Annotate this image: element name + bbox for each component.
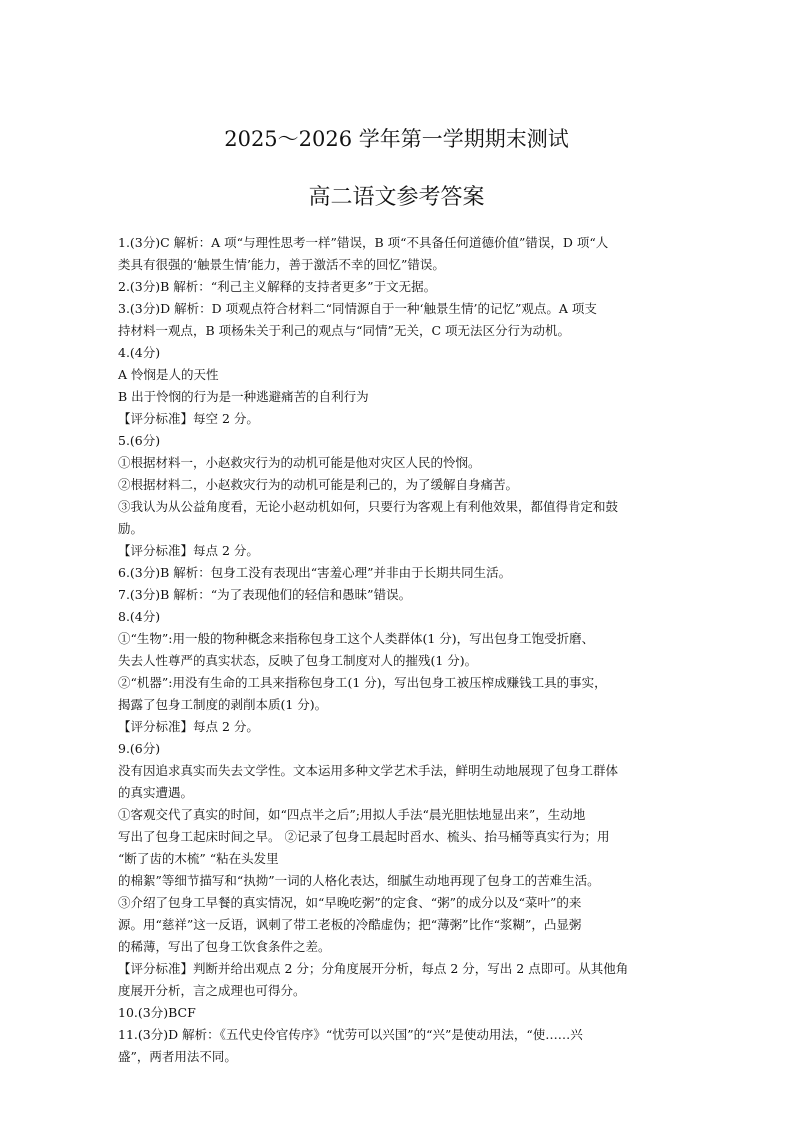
answer-line: 揭露了包身工制度的剥削本质(1 分)。: [118, 697, 328, 712]
answer-line: ②“机器”:用没有生命的工具来指称包身工(1 分)，写出包身工被压榨成赚钱工具的事实，: [118, 675, 607, 690]
answer-line: ②根据材料二，小赵救灾行为的动机可能是利己的，为了缓解自身痛苦。: [118, 477, 519, 492]
answer-line: B 出于怜悯的行为是一种逃避痛苦的自利行为: [118, 389, 369, 404]
answer-line: 8.(4分): [118, 609, 161, 624]
answer-line: 【评分标准】每点 2 分。: [118, 719, 259, 734]
document-title: 2025～2026 学年第一学期期末测试: [224, 127, 569, 151]
answer-line: 励。: [118, 521, 144, 536]
answer-line: 4.(4分): [118, 345, 161, 360]
answer-line: ③介绍了包身工早餐的真实情况，如“早晚吃粥”的定食、“粥”的成分以及“菜叶”的来: [118, 895, 582, 910]
answer-line: 的棉絮”等细节描写和“执拗”一词的人格化表达，细腻生动地再现了包身工的苦难生活。: [118, 873, 600, 888]
answer-line: 5.(6分): [118, 433, 161, 448]
answer-line: ①客观交代了真实的时间，如“四点半之后”;用拟人手法“晨光胆怯地显出来”，生动地: [118, 807, 586, 822]
answer-line: 9.(6分): [118, 741, 161, 756]
answer-line: 的真实遭遇。: [118, 785, 194, 800]
answer-content: [118, 232, 696, 1068]
answer-line: A 怜悯是人的天性: [118, 367, 219, 382]
answer-line: 【评分标准】每点 2 分。: [118, 543, 259, 558]
answer-line: 【评分标准】判断并给出观点 2 分；分角度展开分析，每点 2 分，写出 2 点即可。从其他角: [118, 961, 629, 976]
answer-line: 7.(3分)B 解析：“为了表现他们的轻信和愚昧”错误。: [118, 587, 412, 602]
answer-line: 10.(3分)BCF: [118, 1005, 196, 1020]
answer-line: “断了齿的木梳” “粘在头发里: [118, 851, 279, 866]
document-subtitle: 高二语文参考答案: [308, 185, 485, 210]
answer-line: 没有因追求真实而失去文学性。文本运用多种文学艺术手法，鲜明生动地展现了包身工群体: [118, 763, 619, 778]
answer-line: 3.(3分)D 解析：D 项观点符合材料二“同情源自于一种‘触景生情’的记忆”观点。A 项支: [118, 301, 597, 316]
answer-line: 的稀薄，写出了包身工饮食条件之差。: [118, 939, 331, 954]
answer-line: 类具有很强的‘触景生情’能力，善于激活不幸的回忆”错误。: [118, 257, 445, 272]
answer-line: ③我认为从公益角度看，无论小赵动机如何，只要行为客观上有利他效果，都值得肯定和鼓: [118, 499, 619, 514]
answer-line: 失去人性尊严的真实状态，反映了包身工制度对人的摧残(1 分)。: [118, 653, 478, 668]
answer-line: 11.(3分)D 解析：《五代史伶官传序》“忧劳可以兴国”的“兴”是使动用法，“使……兴: [118, 1027, 583, 1042]
answer-line: 持材料一观点，B 项杨朱关于利己的观点与“同情”无关，C 项无法区分行为动机。: [118, 323, 570, 338]
answer-line: 【评分标准】每空 2 分。: [118, 411, 259, 426]
answer-line: ①根据材料一，小赵救灾行为的动机可能是他对灾区人民的怜悯。: [118, 455, 481, 470]
answer-line: 盛”，两者用法不同。: [118, 1049, 237, 1064]
answer-line: 度展开分析，言之成理也可得分。: [118, 983, 306, 998]
answer-line: 1.(3分)C 解析：A 项“与理性思考一样”错误，B 项“不具备任何道德价值”错误，D 项“人: [118, 235, 609, 250]
answer-line: 6.(3分)B 解析：包身工没有表现出“害羞心理”并非由于长期共同生活。: [118, 565, 512, 580]
answer-line: 源。用“慈祥”这一反语，讽刺了带工老板的冷酷虚伪；把“薄粥”比作“浆糊”，凸显粥: [118, 917, 582, 932]
answer-line: 写出了包身工起床时间之早。 ②记录了包身工晨起时舀水、梳头、抬马桶等真实行为；用: [118, 829, 610, 844]
answer-line: ①“生物”:用一般的物种概念来指称包身工这个人类群体(1 分)，写出包身工饱受折磨、: [118, 631, 595, 646]
answer-line: 2.(3分)B 解析：“利己主义解释的支持者更多”于文无据。: [118, 279, 437, 294]
